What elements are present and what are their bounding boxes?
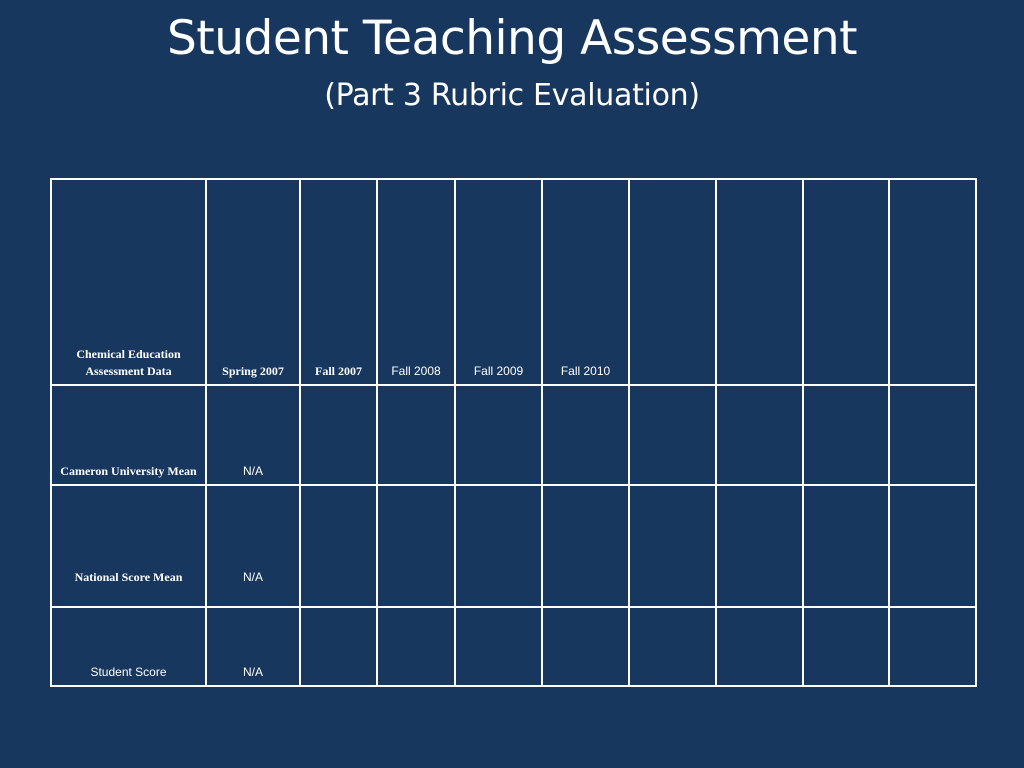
assessment-table xyxy=(50,178,977,687)
table-cell xyxy=(716,485,803,607)
table-cell xyxy=(455,485,542,607)
table-cell xyxy=(542,385,629,485)
table-cell xyxy=(300,607,377,686)
table-cell xyxy=(377,385,455,485)
table-cell xyxy=(889,385,976,485)
row-label: Cameron University Mean xyxy=(51,385,206,485)
table-cell xyxy=(377,607,455,686)
table-row-student-score xyxy=(51,607,976,686)
table-cell xyxy=(542,607,629,686)
table-cell xyxy=(889,607,976,686)
table-cell xyxy=(455,385,542,485)
header-cell-empty xyxy=(629,179,716,385)
header-cell-spring-2007: Spring 2007 xyxy=(206,179,300,385)
row-label: Student Score xyxy=(51,607,206,686)
table-row-national-mean xyxy=(51,485,976,607)
table-cell xyxy=(889,485,976,607)
table-cell xyxy=(455,607,542,686)
table-cell xyxy=(629,607,716,686)
table-cell xyxy=(542,485,629,607)
slide-title: Student Teaching Assessment xyxy=(166,11,858,66)
table-cell xyxy=(716,607,803,686)
header-cell-fall-2008: Fall 2008 xyxy=(377,179,455,385)
table-cell xyxy=(803,607,889,686)
row-label: National Score Mean xyxy=(51,485,206,607)
table-cell: N/A xyxy=(206,607,300,686)
table-cell: N/A xyxy=(206,385,300,485)
header-cell-fall-2007: Fall 2007 xyxy=(300,179,377,385)
header-row xyxy=(51,179,976,385)
table-cell: N/A xyxy=(206,485,300,607)
table-row-cameron-mean xyxy=(51,385,976,485)
table-cell xyxy=(300,385,377,485)
table-cell xyxy=(803,485,889,607)
slide-subtitle: (Part 3 Rubric Evaluation) xyxy=(324,78,700,113)
header-cell-empty xyxy=(803,179,889,385)
header-cell-empty xyxy=(716,179,803,385)
header-cell-label: Chemical Education Assessment Data xyxy=(51,179,206,385)
table-cell xyxy=(803,385,889,485)
table-cell xyxy=(629,485,716,607)
header-cell-fall-2010: Fall 2010 xyxy=(542,179,629,385)
table-cell xyxy=(377,485,455,607)
header-cell-fall-2009: Fall 2009 xyxy=(455,179,542,385)
table-cell xyxy=(716,385,803,485)
table-cell xyxy=(629,385,716,485)
table-cell xyxy=(300,485,377,607)
header-cell-empty xyxy=(889,179,976,385)
